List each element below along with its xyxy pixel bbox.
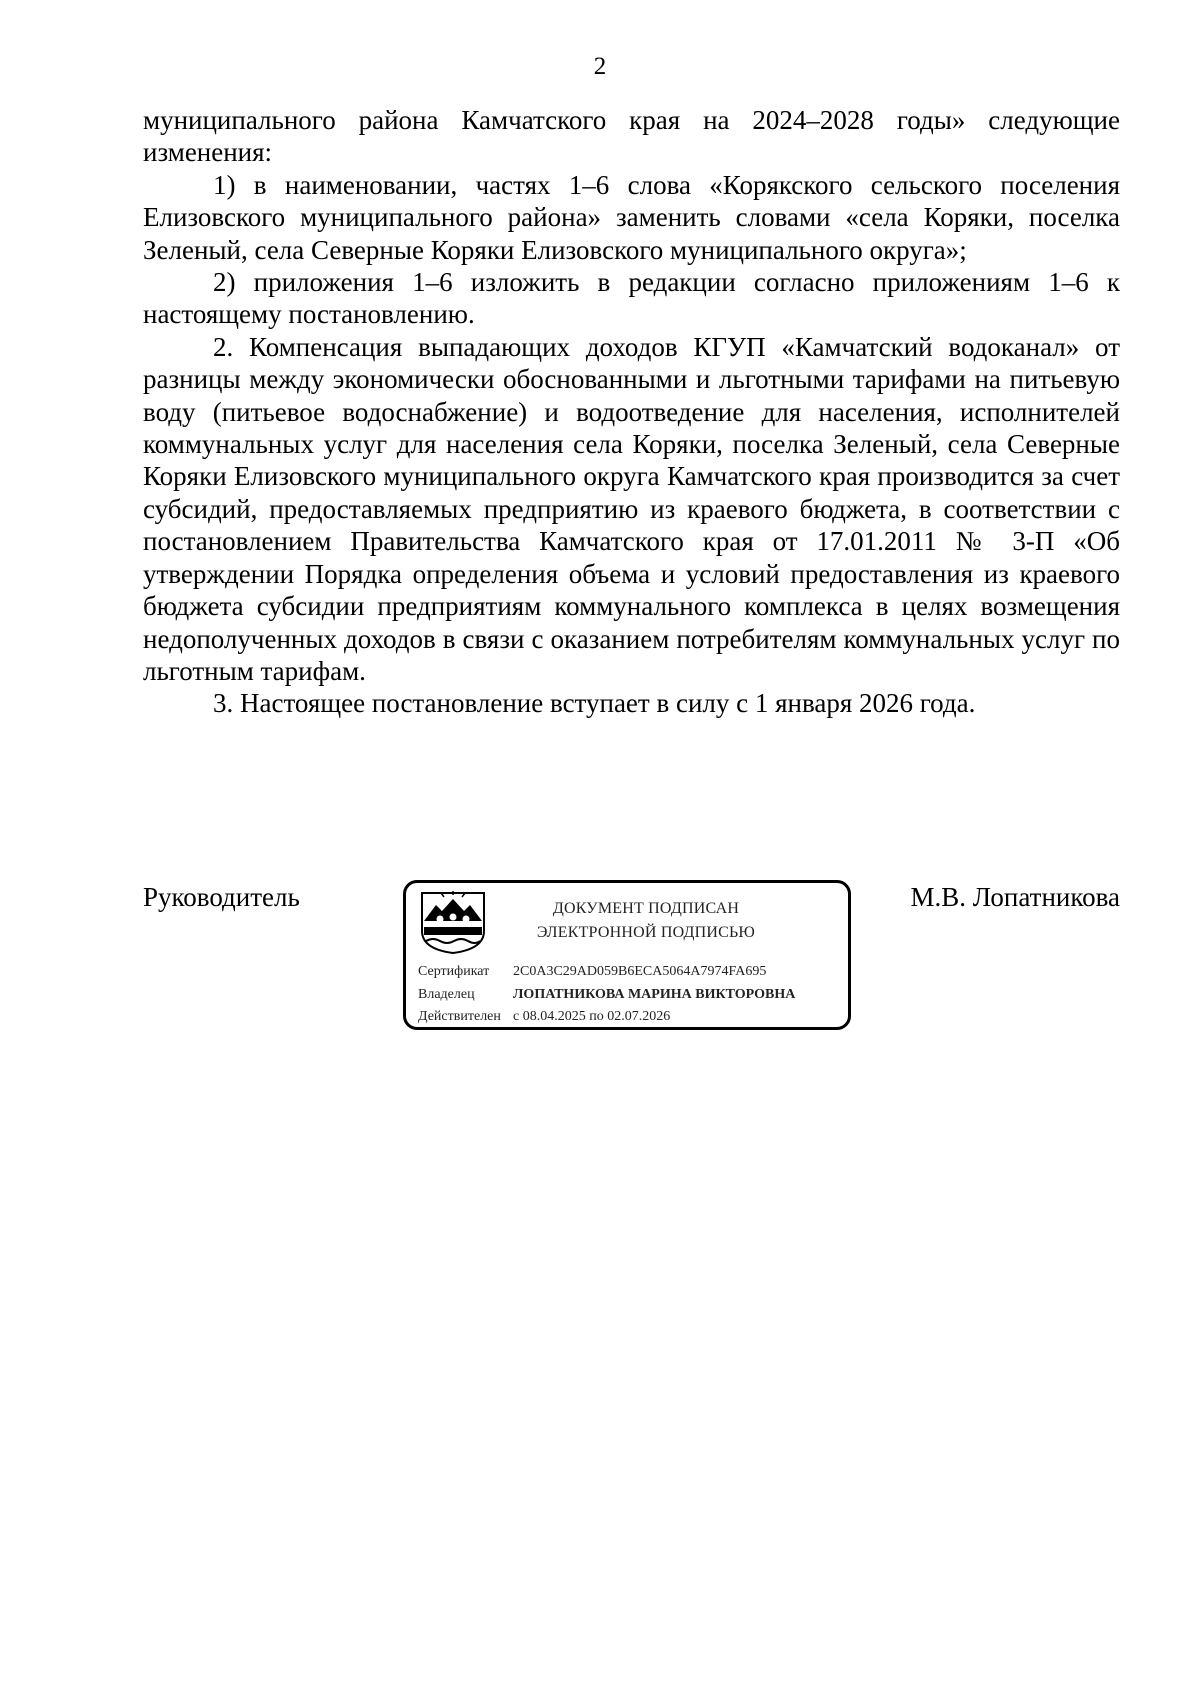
certificate-label: Сертификат [418, 964, 490, 979]
paragraph-item-1: 1) в наименовании, частях 1–6 слова «Корякского сельского поселения Елизовского муниципального района» заменить словами «села Коряки, поселка Зеленый, села Северные Коряки Елизовского муниципального округа»; [143, 169, 1120, 265]
electronic-signature-stamp [403, 880, 851, 1030]
certificate-value: 2C0A3C29AD059B6ECA5064A7974FA695 [513, 964, 767, 979]
document-body [143, 104, 1120, 720]
signer-name: М.В. Лопатникова [910, 882, 1120, 912]
stamp-certificate-row [418, 963, 766, 981]
paragraph-item-2: 2) приложения 1–6 изложить в редакции согласно приложениям 1–6 к настоящему постановлению. [143, 267, 1120, 330]
owner-label: Владелец [418, 987, 475, 1002]
validity-value: с 08.04.2025 по 02.07.2026 [513, 1009, 671, 1024]
signature-block [143, 880, 1120, 1040]
stamp-heading-line-2: ЭЛЕКТРОННОЙ ПОДПИСЬЮ [536, 924, 756, 941]
stamp-heading [496, 897, 796, 945]
validity-label: Действителен [418, 1009, 501, 1024]
stamp-validity-row [418, 1008, 670, 1026]
kamchatka-coat-of-arms-icon [418, 891, 488, 955]
paragraph-section-2: 2. Компенсация выпадающих доходов КГУП «Камчатский водоканал» от разницы между экономически обоснованными и льготными тарифами на питьевую воду (питьевое водоснабжение) и водоотведение для населения, исполнителей коммунальных услуг для населения села Коряки, поселка Зеленый, села Северные Коряки Елизовского муниципального округа Камчатского края производится за счет субсидий, предоставляемых предприятию из краевого бюджета, в соответствии с постановлением Правительства Камчатского края от 17.01.2011 № 3-П «Об утверждении Порядка определения объема и условий предоставления из краевого бюджета субсидии предприятиям коммунального комплекса в целях возмещения недополученных доходов в связи с оказанием потребителям коммунальных услуг по льготным тарифам. [143, 331, 1120, 686]
stamp-heading-line-1: ДОКУМЕНТ ПОДПИСАН [552, 900, 740, 917]
page-number: 2 [593, 53, 607, 80]
stamp-owner-row [418, 986, 795, 1004]
owner-value: ЛОПАТНИКОВА МАРИНА ВИКТОРОВНА [513, 987, 796, 1002]
paragraph-intro: муниципального района Камчатского края на 2024–2028 годы» следующие изменения: [143, 105, 1120, 168]
paragraph-section-3: 3. Настоящее постановление вступает в силу с 1 января 2026 года. [213, 688, 976, 719]
signer-position: Руководитель [143, 882, 300, 912]
